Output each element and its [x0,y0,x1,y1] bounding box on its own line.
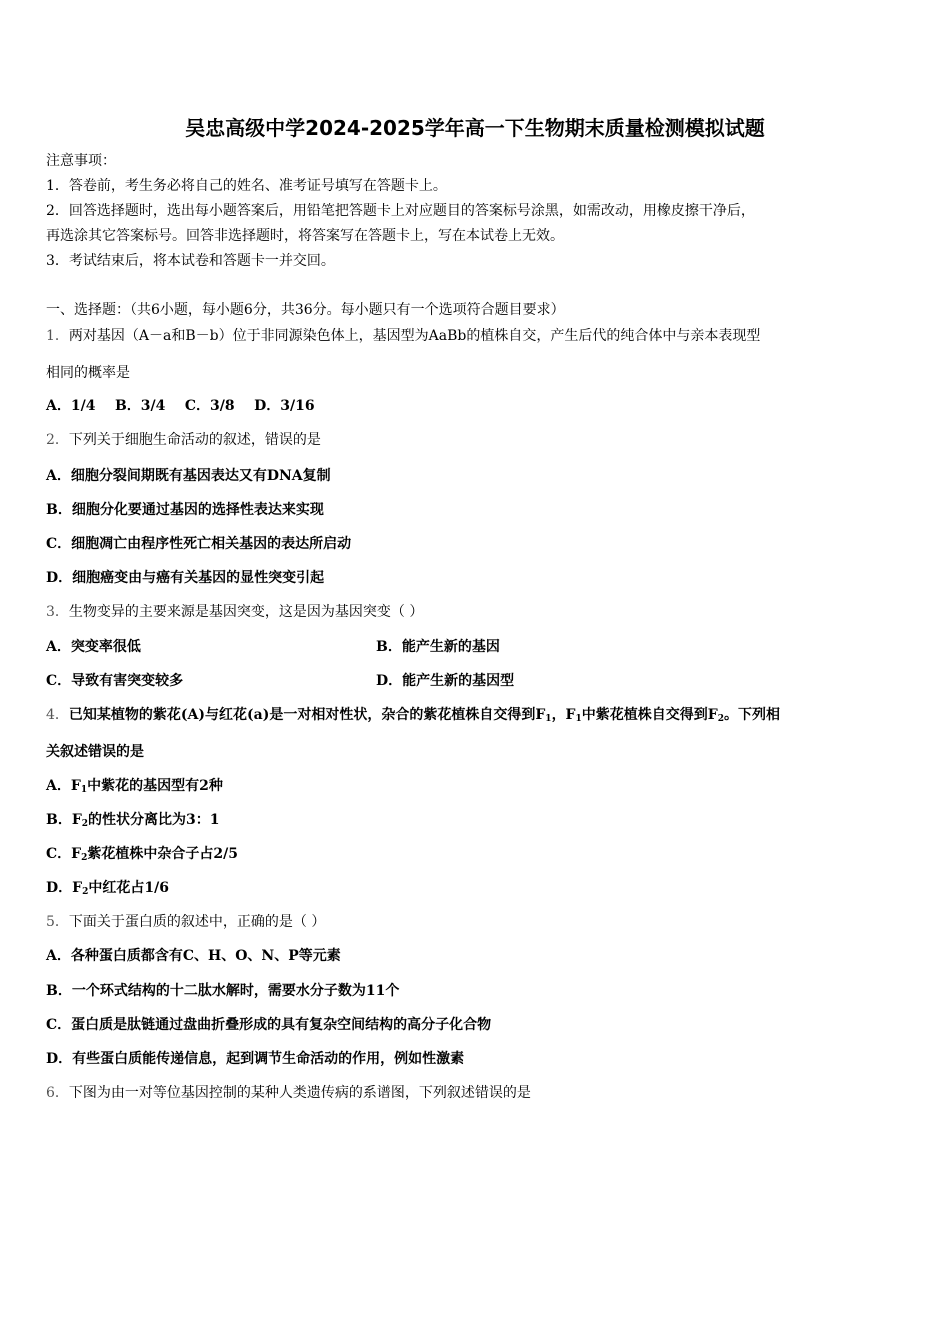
option-3c: C．导致有害突变较多 [46,673,184,689]
option-4a [46,777,223,795]
notice-heading: 注意事项： [46,153,116,169]
notice-item-2b: 再选涂其它答案标号。回答非选择题时，将答案写在答题卡上，写在本试卷上无效。 [46,228,564,244]
question-text-part: 。下列相 [724,707,780,723]
option-text: D．F [46,880,83,896]
option-2d: D．细胞癌变由与癌有关基因的显性突变引起 [46,570,325,586]
subscript: 2 [82,887,89,897]
option-5b: B．一个环式结构的十二肽水解时，需要水分子数为11个 [46,983,400,999]
question-text: 下面关于蛋白质的叙述中，正确的是（ ） [68,914,326,930]
question-5 [46,913,325,931]
subscript: 2 [81,819,89,829]
question-text [69,707,780,723]
option-4c [46,845,238,863]
notice-item-3: 3．考试结束后，将本试卷和答题卡一并交回。 [46,253,335,269]
subscript: 2 [81,853,88,863]
option-2c: C．细胞凋亡由程序性死亡相关基因的表达所启动 [46,536,352,552]
subscript: 1 [575,714,582,724]
question-number: 2． [46,432,69,448]
subscript: 2 [717,714,724,724]
section-heading: 一、选择题：（共6小题，每小题6分，共36分。每小题只有一个选项符合题目要求） [46,302,565,318]
option-4b [46,811,220,829]
question-1-cont: 相同的概率是 [46,365,130,381]
option-5d: D．有些蛋白质能传递信息，起到调节生命活动的作用，例如性激素 [46,1051,465,1067]
question-text-part: 中紫花植株自交得到F [581,707,718,723]
option-5c: C．蛋白质是肽链通过盘曲折叠形成的具有复杂空间结构的高分子化合物 [46,1017,492,1033]
option-text: 中红花占1/6 [88,880,169,896]
subscript: 1 [80,785,88,795]
question-1-options: A．1/4 B．3/4 C．3/8 D．3/16 [46,398,315,414]
option-3b: B．能产生新的基因 [376,639,500,655]
question-number: 3． [46,604,69,620]
question-6 [46,1084,531,1102]
option-3d: D．能产生新的基因型 [376,673,515,689]
option-text: 中紫花的基因型有2种 [87,778,223,794]
option-2b: B．细胞分化要通过基因的选择性表达来实现 [46,502,324,518]
option-text: C．F [46,846,82,862]
question-text: 下图为由一对等位基因控制的某种人类遗传病的系谱图，下列叙述错误的是 [68,1085,531,1101]
question-4-cont: 关叙述错误的是 [46,744,144,760]
question-3 [46,603,423,621]
option-text: B．F [46,812,82,828]
question-1 [46,327,760,345]
option-text: A．F [46,778,81,794]
notice-item-2a: 2．回答选择题时，选出每小题答案后，用铅笔把答题卡上对应题目的答案标号涂黑，如需改动，用橡皮擦干净后， [46,203,755,219]
option-3a: A．突变率很低 [46,639,141,655]
question-text-part: ，F [551,707,576,723]
question-text: 下列关于细胞生命活动的叙述，错误的是 [68,432,321,448]
option-text: 紫花植株中杂合子占2/5 [87,846,238,862]
option-row-3ab [46,638,906,656]
notice-item-1: 1．答卷前，考生务必将自己的姓名、准考证号填写在答题卡上。 [46,178,447,194]
option-row-3cd [46,672,906,690]
option-text: 的性状分离比为3：1 [88,812,220,828]
question-text: 生物变异的主要来源是基因突变，这是因为基因突变（ ） [68,604,424,620]
subscript: 1 [545,714,552,724]
page-title: 吴忠高级中学2024-2025学年高一下生物期末质量检测模拟试题 [185,116,765,140]
question-number: 5． [46,914,69,930]
question-number: 4． [46,707,69,723]
question-number: 1． [46,328,69,344]
question-text-part: 已知某植物的紫花(A)与红花(a)是一对相对性状，杂合的紫花植株自交得到F [68,707,546,723]
question-2 [46,431,321,449]
option-4d [46,879,169,897]
question-4 [46,706,780,724]
option-2a: A．细胞分裂间期既有基因表达又有DNA复制 [46,468,331,484]
question-text: 两对基因（A－a和B－b）位于非同源染色体上，基因型为AaBb的植株自交，产生后代的纯合体中与亲本表现型 [68,328,761,344]
question-number: 6． [46,1085,69,1101]
option-5a: A．各种蛋白质都含有C、H、O、N、P等元素 [46,948,341,964]
